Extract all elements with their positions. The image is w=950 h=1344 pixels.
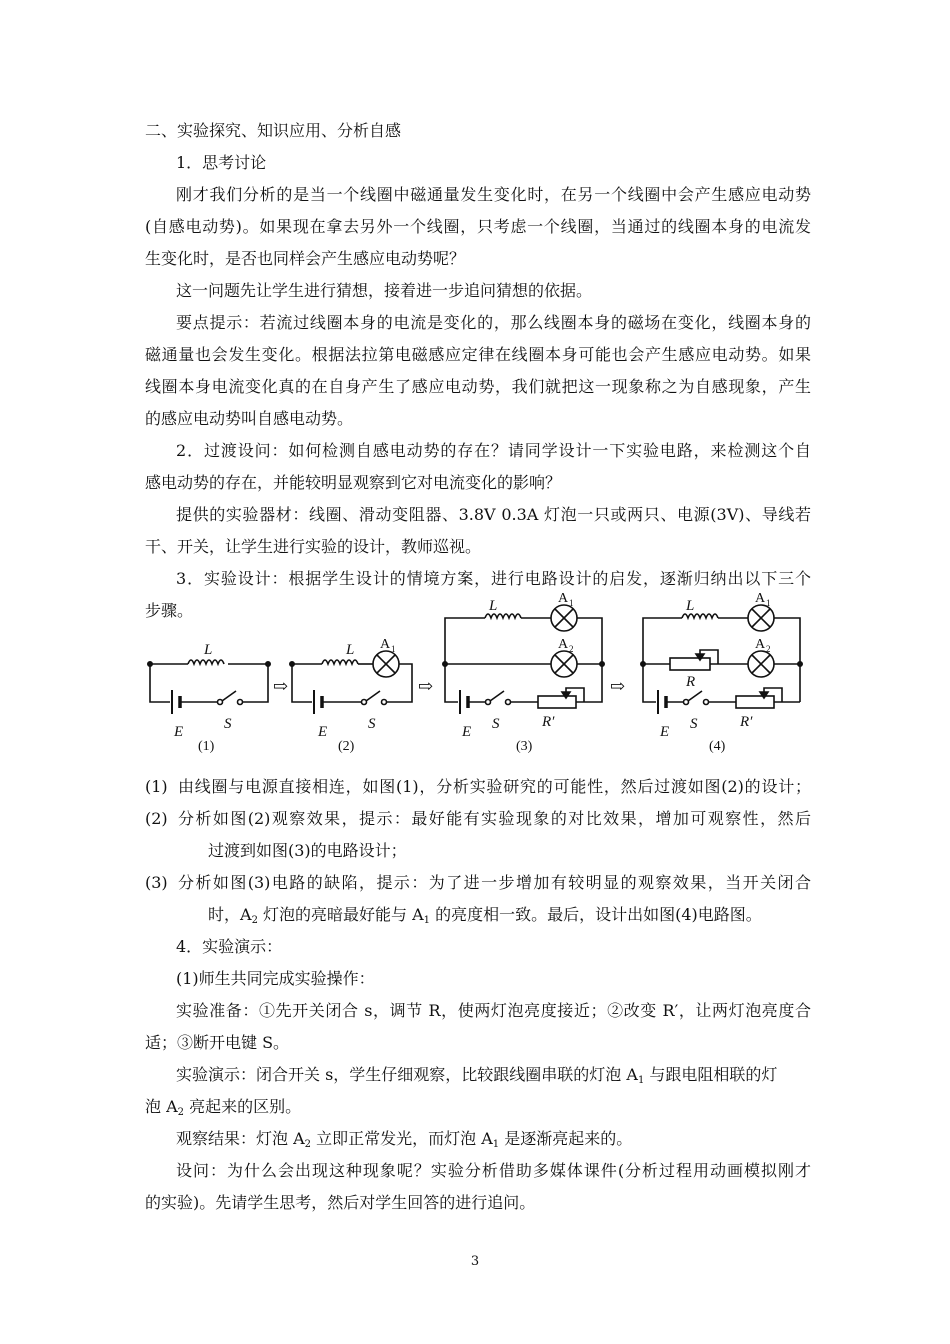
lamp-a1-subscript: 1 — [391, 644, 396, 654]
step-text: 分析如图(2)观察效果，提示：最好能有实验现象的对比效果，增加可观察性，然后 — [178, 809, 811, 828]
lamp-a1-label: A — [380, 637, 391, 652]
circuit-1 — [148, 660, 270, 714]
switch-label: S — [690, 716, 698, 732]
step-number: (2) — [145, 809, 168, 828]
lamp-a1-subscript: 1 — [766, 598, 771, 608]
paragraph-line: 要点提示：若流过线圈本身的电流是变化的，那么线圈本身的磁场在变化，线圈本身的 — [176, 313, 811, 332]
paragraph-line: 泡 $A_2$ 亮起来的区别。 — [145, 1097, 302, 1118]
paragraph-line: 实验准备：①先开关闭合 s，调节 R，使两灯泡亮度接近；②改变 R′，让两灯泡亮度合 — [176, 1001, 811, 1020]
paragraph-line: 适；③断开电键 S。 — [145, 1033, 290, 1052]
section-heading: 二、实验探究、知识应用、分析自感 — [145, 121, 402, 140]
paragraph-line: 3．实验设计：根据学生设计的情境方案，进行电路设计的启发，逐渐归纳出以下三个 — [176, 569, 811, 588]
battery-label: E — [318, 724, 328, 740]
paragraph-line: 的实验)。先请学生思考，然后对学生回答的进行追问。 — [145, 1193, 536, 1212]
paragraph-line: (自感电动势)。如果现在拿去另外一个线圈，只考虑一个线圈，当通过的线圈本身的电流发 — [145, 217, 811, 236]
circuit-4 — [641, 605, 802, 714]
paragraph-line: 干、开关，让学生进行实验的设计，教师巡视。 — [145, 537, 482, 556]
paragraph-line: 设问：为什么会出现这种现象呢？实验分析借助多媒体课件(分析过程用动画模拟刚才 — [176, 1161, 811, 1180]
step-text: 由线圈与电源直接相连，如图(1)，分析实验研究的可能性，然后过渡如图(2)的设计； — [178, 777, 811, 796]
battery-label: E — [660, 724, 670, 740]
figure-caption: (3) — [516, 739, 533, 754]
flow-arrow: ⇨ — [418, 676, 434, 696]
circuit-diagrams — [140, 588, 820, 758]
paragraph-line: 刚才我们分析的是当一个线圈中磁通量发生变化时，在另一个线圈中会产生感应电动势 — [176, 185, 811, 204]
lamp-a2-label: A — [755, 637, 766, 652]
flow-arrow: ⇨ — [273, 676, 289, 696]
switch-label: S — [224, 716, 232, 732]
paragraph-line: 观察结果：灯泡 $A_2$ 立即正常发光，而灯泡 $A_1$ 是逐渐亮起来的。 — [176, 1129, 633, 1150]
lamp-a1-label: A — [755, 591, 766, 606]
step-text: 过渡到如图(3)的电路设计； — [208, 841, 407, 860]
step-text: 分析如图(3)电路的缺陷，提示：为了进一步增加有较明显的观察效果，当开关闭合 — [178, 873, 811, 892]
item1-title: 1．思考讨论 — [176, 153, 267, 172]
circuit-3 — [443, 605, 604, 714]
paragraph-line: 的感应电动势叫自感电动势。 — [145, 409, 354, 428]
coil-label: L — [346, 642, 355, 658]
paragraph-line: 感电动势的存在，并能较明显观察到它对电流变化的影响？ — [145, 473, 562, 492]
paragraph-line: 线圈本身电流变化真的在自身产生了感应电动势，我们就把这一现象称之为自感现象，产生 — [145, 377, 811, 396]
step-text: 时，$A_2$ 灯泡的亮暗最好能与 $A_1$ 的亮度相一致。最后，设计出如图(4)电路图。 — [208, 905, 762, 926]
coil-label: L — [686, 598, 695, 614]
page-number: 3 — [470, 1254, 480, 1269]
paragraph-line: 生变化时，是否也同样会产生感应电动势呢？ — [145, 249, 466, 268]
figure-caption: (4) — [709, 739, 726, 754]
rheostat-label: R′ — [542, 714, 555, 730]
coil-label: L — [204, 642, 213, 658]
step-number: (1) — [145, 777, 168, 796]
flow-arrow: ⇨ — [610, 676, 626, 696]
paragraph-line: 这一问题先让学生进行猜想，接着进一步追问猜想的依据。 — [176, 281, 593, 300]
paragraph-line: 2．过渡设问：如何检测自感电动势的存在？请同学设计一下实验电路，来检测这个自 — [176, 441, 811, 460]
switch-label: S — [492, 716, 500, 732]
switch-label: S — [368, 716, 376, 732]
rheostat-label: R′ — [740, 714, 753, 730]
lamp-a2-subscript: 2 — [569, 644, 574, 654]
paragraph-line: 提供的实验器材：线圈、滑动变阻器、3.8V 0.3A 灯泡一只或两只、电源(3V)、导线若 — [176, 505, 811, 524]
paragraph-line: 实验演示：闭合开关 s，学生仔细观察，比较跟线圈串联的灯泡 $A_1$ 与跟电阻相联的灯 — [176, 1065, 778, 1086]
lamp-a2-label: A — [558, 637, 569, 652]
step-number: (3) — [145, 873, 168, 892]
lamp-a1-label: A — [558, 591, 569, 606]
paragraph-line: 磁通量也会发生变化。根据法拉第电磁感应定律在线圈本身可能也会产生感应电动势。如果 — [145, 345, 811, 364]
paragraph-line: 步骤。 — [145, 601, 194, 620]
coil-label: L — [489, 598, 498, 614]
figure-caption: (1) — [198, 739, 215, 754]
item4-title: 4．实验演示： — [176, 937, 283, 956]
circuit-2 — [290, 651, 412, 714]
figure-caption: (2) — [338, 739, 355, 754]
resistor-label: R — [686, 674, 696, 690]
battery-label: E — [462, 724, 472, 740]
paragraph-line: (1)师生共同完成实验操作： — [176, 969, 375, 988]
battery-label: E — [174, 724, 184, 740]
lamp-a1-subscript: 1 — [569, 598, 574, 608]
lamp-a2-subscript: 2 — [766, 644, 771, 654]
